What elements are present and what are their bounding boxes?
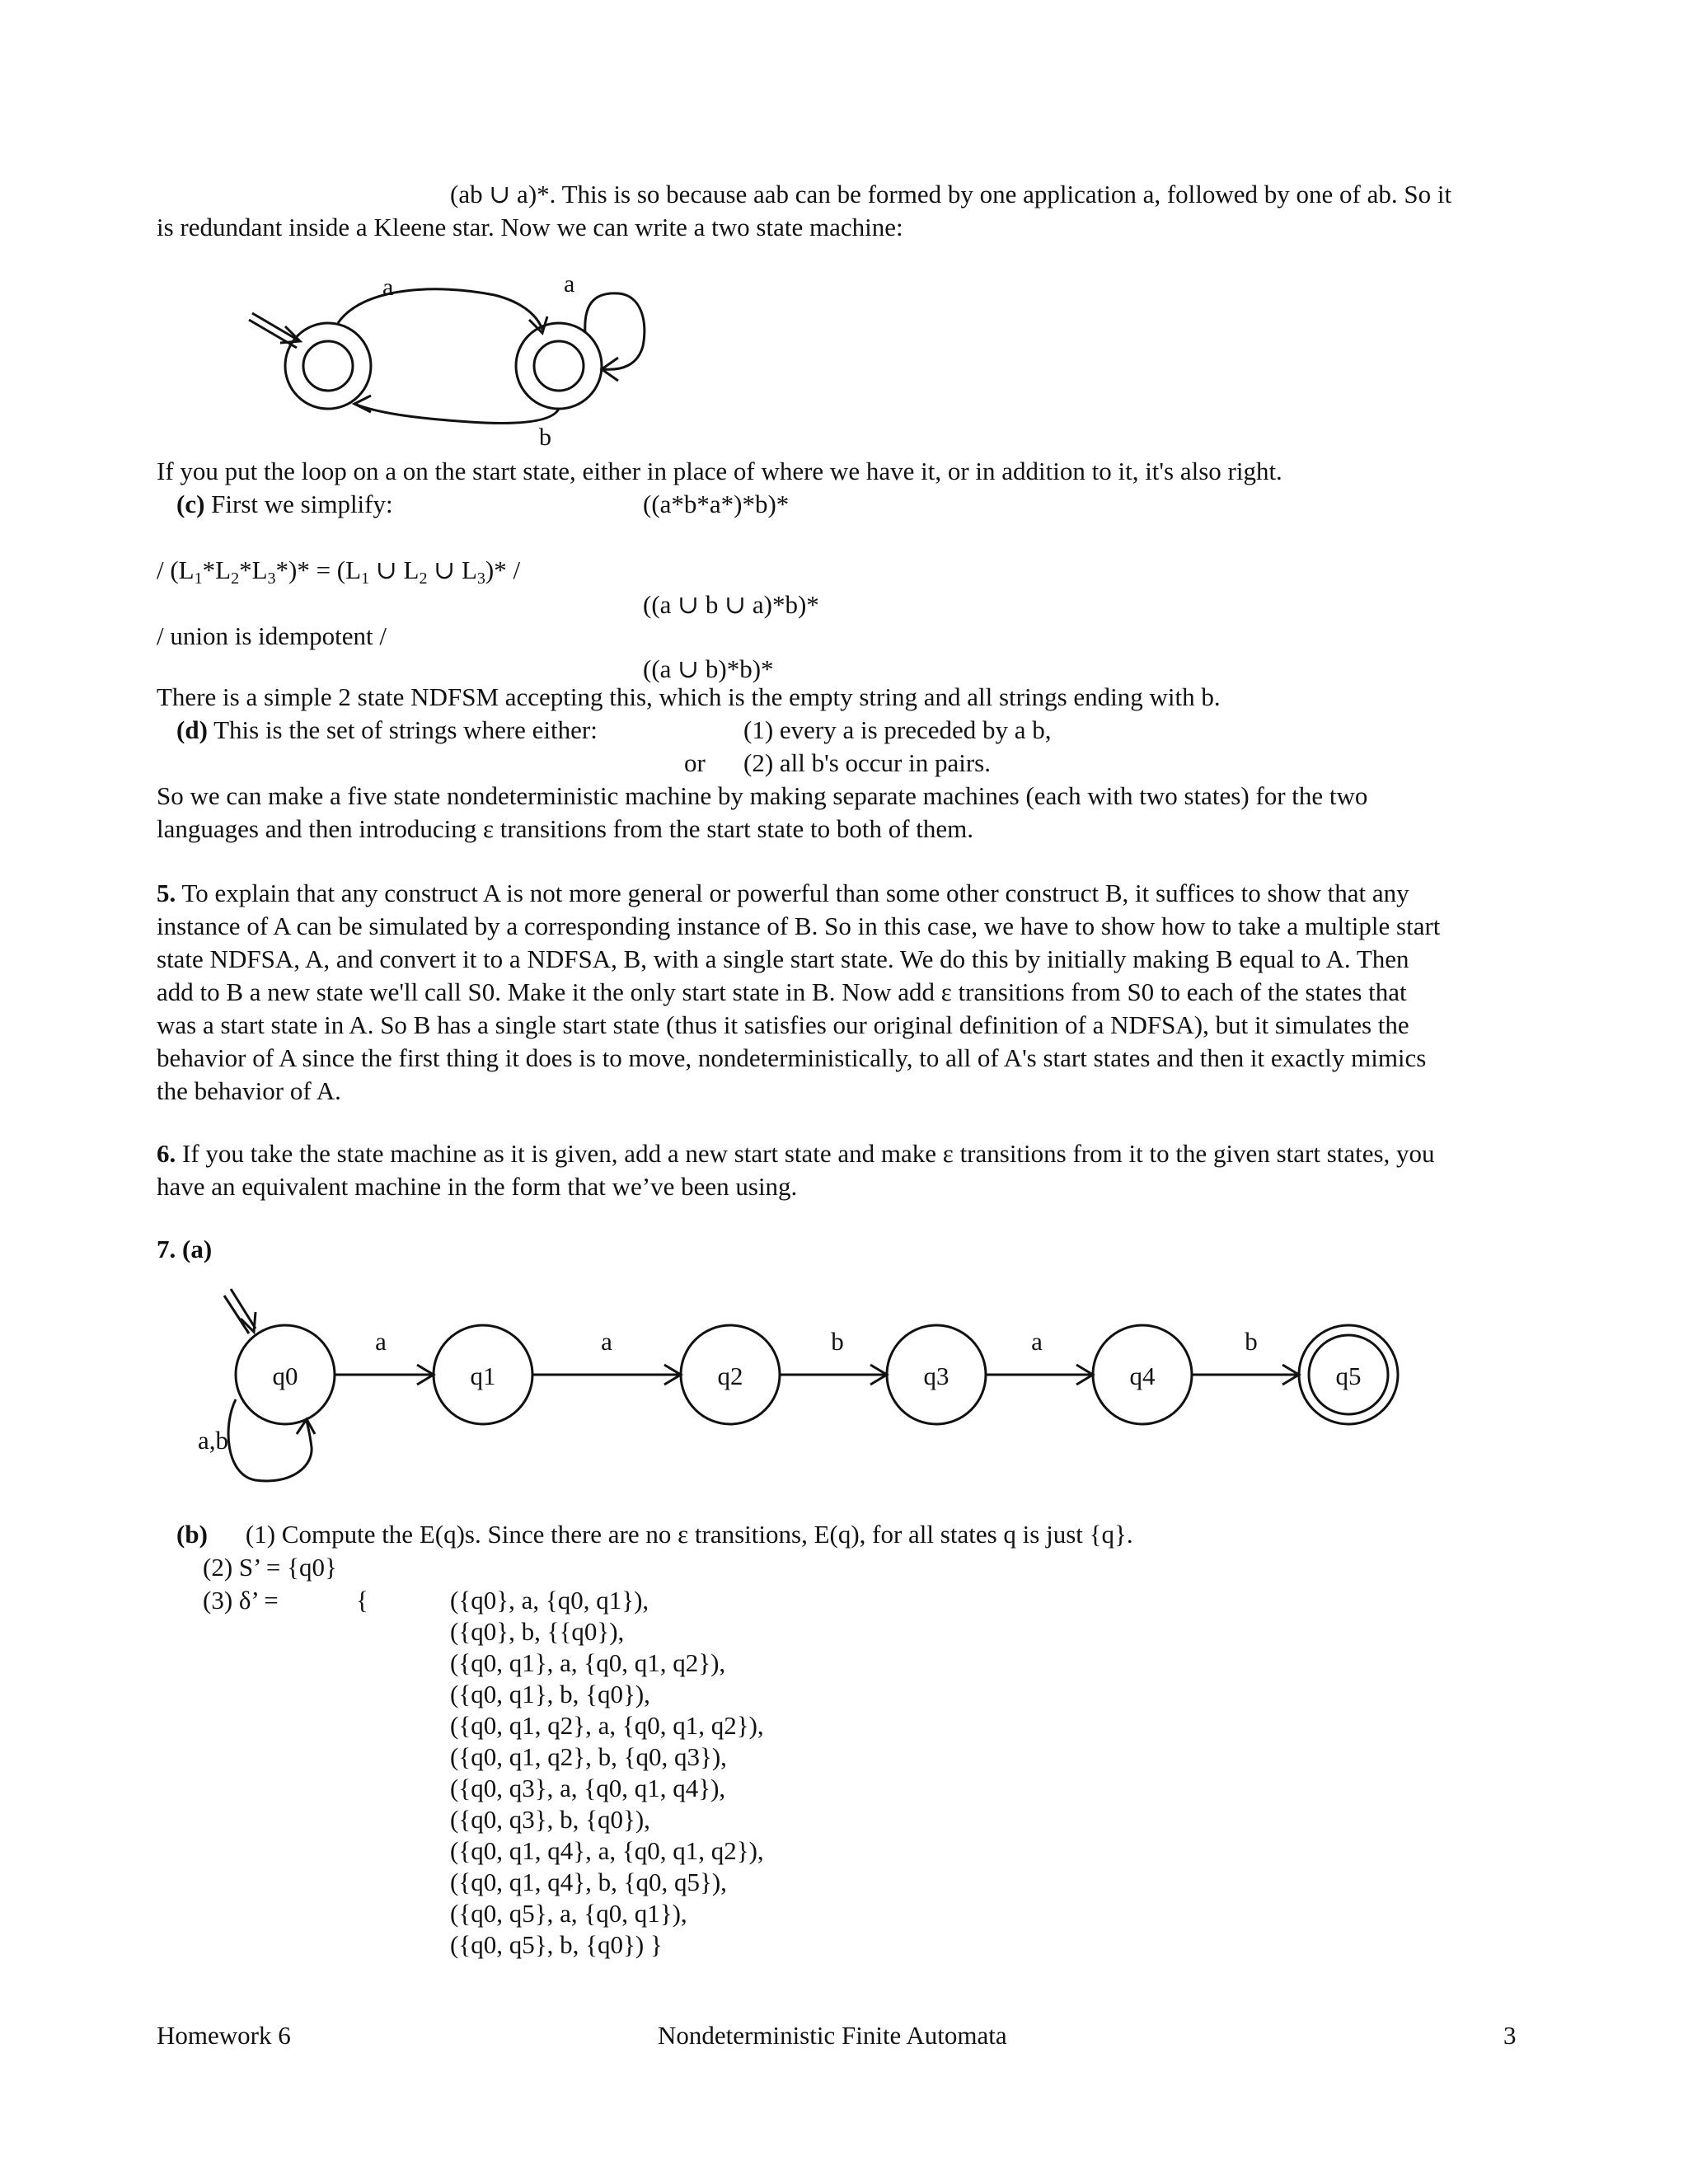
part-c-expr-3: ((a ∪ b)*b)* — [643, 654, 774, 683]
part-d-label: (d) — [176, 715, 208, 744]
q7b-step-3: (3) δ’ = — [203, 1586, 279, 1615]
q7-state-label-q5: q5 — [1335, 1361, 1362, 1390]
q7b-step-2: (2) S’ = {q0} — [203, 1553, 337, 1582]
part-d-intro: (d) This is the set of strings where either: — [176, 715, 598, 744]
footer-page-number: 3 — [1503, 2021, 1517, 2050]
delta-row-8: ({q0, q3}, b, {q0}), — [450, 1805, 650, 1834]
q5-line-4: add to B a new state we'll call S0. Make it the only start state in B. Now add ε transitions from S0 to each of the states that — [157, 977, 1407, 1006]
q7b-label: (b) — [176, 1520, 208, 1549]
q7b-step-1: (b) (1) Compute the E(q)s. Since there are no ε transitions, E(q), for all states q is just {q}. — [176, 1520, 1133, 1549]
part-c-label: (c) — [176, 490, 205, 518]
q7-edge-label-5: b — [1245, 1327, 1258, 1356]
loop-note: If you put the loop on a on the start state, either in place of where we have it, or in addition to it, it's also right. — [157, 457, 1282, 485]
delta-row-11: ({q0, q5}, a, {q0, q1}), — [450, 1899, 687, 1928]
q7-edge-label-3: b — [831, 1327, 844, 1356]
q7-state-label-q3: q3 — [923, 1361, 950, 1390]
footer-left: Homework 6 — [157, 2021, 291, 2050]
delta-row-12: ({q0, q5}, b, {q0}) } — [450, 1930, 663, 1959]
q5-line-2: instance of A can be simulated by a corresponding instance of B. So in this case, we have to show how to take a multiple start — [157, 912, 1441, 940]
fsm1-state-1 — [285, 323, 371, 409]
q6-line-1: 6. If you take the state machine as it is given, add a new start state and make ε transitions from it to the given start states, you — [157, 1139, 1435, 1168]
part-c-expr-2: ((a ∪ b ∪ a)*b)* — [643, 590, 819, 619]
q7-state-label-q4: q4 — [1129, 1361, 1156, 1390]
delta-row-1: ({q0}, a, {q0, q1}), — [450, 1586, 649, 1615]
part-c-expr-1: ((a*b*a*)*b)* — [643, 490, 790, 518]
q7-heading: 7. (a) — [157, 1235, 213, 1263]
delta-row-5: ({q0, q1, q2}, a, {q0, q1, q2}), — [450, 1711, 764, 1740]
part-d-option-2: (2) all b's occur in pairs. — [743, 748, 991, 777]
delta-row-3: ({q0, q1}, a, {q0, q1, q2}), — [450, 1648, 726, 1677]
q7-state-label-q1: q1 — [470, 1361, 496, 1390]
q5-line-1: 5. To explain that any construct A is not more general or powerful than some other construct B, it suffices to show that any — [157, 879, 1409, 907]
intro-line-1: (ab ∪ a)*. This is so because aab can be formed by one application a, followed by one of ab. So it — [450, 180, 1452, 209]
part-c-rule-2: / union is idempotent / — [157, 621, 387, 650]
q7-edge-label-4: a — [1031, 1327, 1043, 1356]
delta-row-4: ({q0, q1}, b, {q0}), — [450, 1680, 650, 1708]
footer-center: Nondeterministic Finite Automata — [658, 2021, 1007, 2050]
two-state-machine-diagram — [231, 272, 676, 462]
fsm1-label-a-top: a — [382, 274, 394, 301]
delta-brace: { — [356, 1586, 368, 1615]
q5-line-6: behavior of A since the first thing it does is to move, nondeterministically, to all of A's start states and then it exactly mimics — [157, 1043, 1427, 1072]
part-d-or: or — [684, 748, 706, 777]
delta-row-9: ({q0, q1, q4}, a, {q0, q1, q2}), — [450, 1836, 764, 1865]
fsm1-state-2 — [516, 323, 602, 409]
q5-line-7: the behavior of A. — [157, 1076, 341, 1105]
q7-state-label-q2: q2 — [717, 1361, 743, 1390]
delta-row-7: ({q0, q3}, a, {q0, q1, q4}), — [450, 1774, 726, 1802]
q7-edge-label-1: a — [375, 1327, 387, 1356]
q7-edge-label-2: a — [601, 1327, 612, 1356]
part-d-line-1: So we can make a five state nondeterministic machine by making separate machines (each with two states) for the two — [157, 781, 1368, 810]
q5-line-5: was a start state in A. So B has a single start state (thus it satisfies our original definition of a NDFSA), but it simulates the — [157, 1010, 1409, 1039]
q5-line-3: state NDFSA, A, and convert it to a NDFSA, B, with a single start state. We do this by initially making B equal to A. Then — [157, 944, 1409, 973]
q6-line-2: have an equivalent machine in the form that we’ve been using. — [157, 1172, 798, 1201]
q7-state-label-q0: q0 — [272, 1361, 298, 1390]
fsm1-label-a-loop: a — [564, 270, 575, 298]
delta-row-2: ({q0}, b, {{q0}), — [450, 1617, 625, 1646]
q6-number: 6. — [157, 1139, 176, 1168]
delta-row-10: ({q0, q1, q4}, b, {q0, q5}), — [450, 1868, 727, 1896]
q5-number: 5. — [157, 879, 176, 907]
part-d-option-1: (1) every a is preceded by a b, — [743, 715, 1052, 744]
part-c-rule-1: / $(L_1*L_2*L_3*)* = (L_1$ ∪ $L_2$ ∪ $L_3)*$ / — [157, 555, 521, 588]
part-c-intro: (c) First we simplify: — [176, 490, 393, 518]
intro-line-2: is redundant inside a Kleene star. Now we can write a two state machine: — [157, 213, 903, 241]
fsm1-label-b: b — [539, 424, 551, 451]
part-c-conclusion: There is a simple 2 state NDFSM accepting this, which is the empty string and all strings ending with b. — [157, 682, 1221, 711]
delta-row-6: ({q0, q1, q2}, b, {q0, q3}), — [450, 1742, 727, 1771]
part-d-line-2: languages and then introducing ε transitions from the start state to both of them. — [157, 814, 974, 843]
q7-self-loop-label: a,b — [198, 1426, 229, 1455]
q7-fsm-diagram — [190, 1286, 1418, 1508]
